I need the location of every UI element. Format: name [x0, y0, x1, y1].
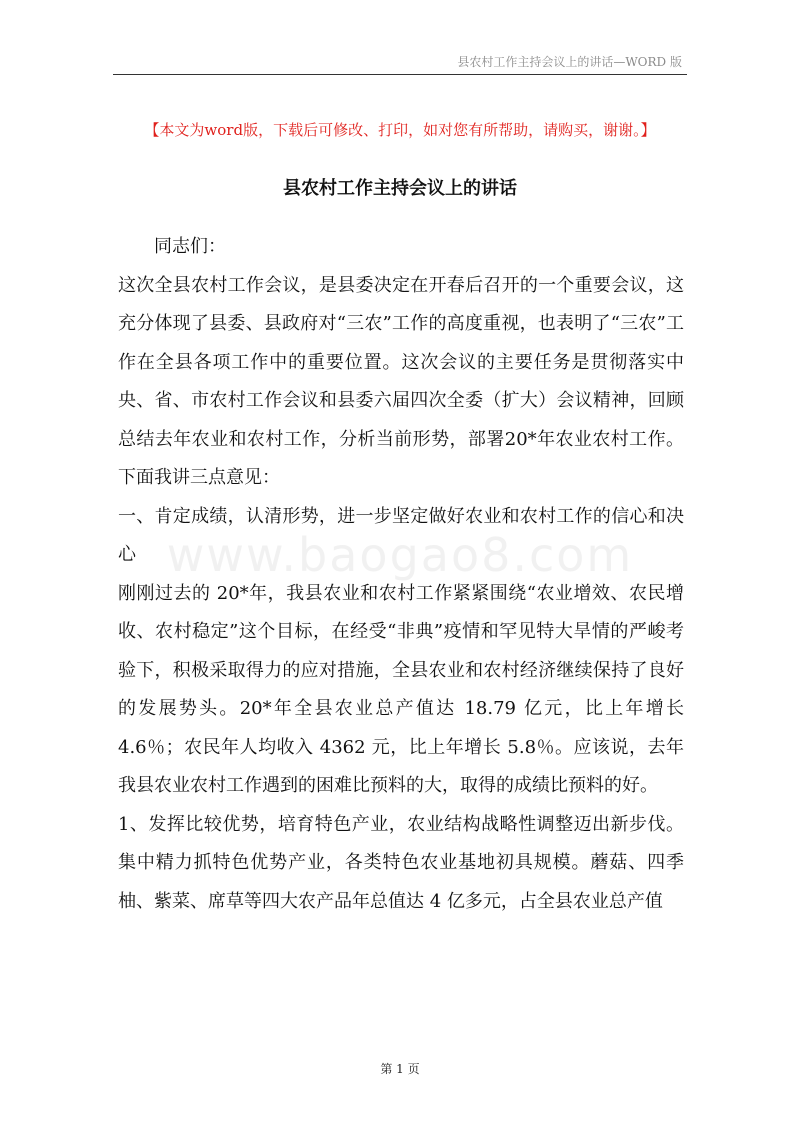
document-body	[118, 228, 684, 921]
greeting-paragraph: 同志们：	[154, 236, 226, 257]
header-divider	[113, 74, 687, 75]
document-title: 县农村工作主持会议上的讲话	[283, 178, 517, 199]
body-paragraph: 刚刚过去的 20*年，我县农业和农村工作紧紧围绕“农业增效、农民增收、农村稳定”这个目标，在经受“非典”疫情和罕见特大旱情的严峻考验下，积极采取得力的应对措施，全县农业和农村经济继续保持了良好的发展势头。20*年全县农业总产值达 18.79 亿元，比上年增长 4.6％；农民年人均收入 4362 元，比上年增长 5.8％。应该说，去年我县农业农村工作遇到的困难比预料的大，取得的成绩比预料的好。	[118, 582, 684, 796]
body-paragraph: 1、发挥比较优势，培育特色产业，农业结构战略性调整迈出新步伐。集中精力抓特色优势产业，各类特色农业基地初具规模。蘑菇、四季柚、紫菜、席草等四大农产品年总值达 4 亿多元，占全县农业总产值	[118, 813, 684, 912]
page-number: 第 1 页	[380, 1062, 420, 1076]
purchase-notice: 【本文为word版，下载后可修改、打印，如对您有所帮助，请购买，谢谢。】	[144, 121, 656, 139]
watermark: www.baogao8.com	[166, 528, 634, 582]
body-paragraph: 这次全县农村工作会议，是县委决定在开春后召开的一个重要会议，这充分体现了县委、县政府对“三农”工作的高度重视，也表明了“三农”工作在全县各项工作中的重要位置。这次会议的主要任务是贯彻落实中央、省、市农村工作会议和县委六届四次全委（扩大）会议精神，回顾总结去年农业和农村工作，分析当前形势，部署20*年农业农村工作。下面我讲三点意见：	[118, 274, 684, 488]
running-header: 县农村工作主持会议上的讲话—WORD 版	[457, 55, 682, 69]
section-heading: 一、肯定成绩，认清形势，进一步坚定做好农业和农村工作的信心和决心	[118, 505, 684, 565]
